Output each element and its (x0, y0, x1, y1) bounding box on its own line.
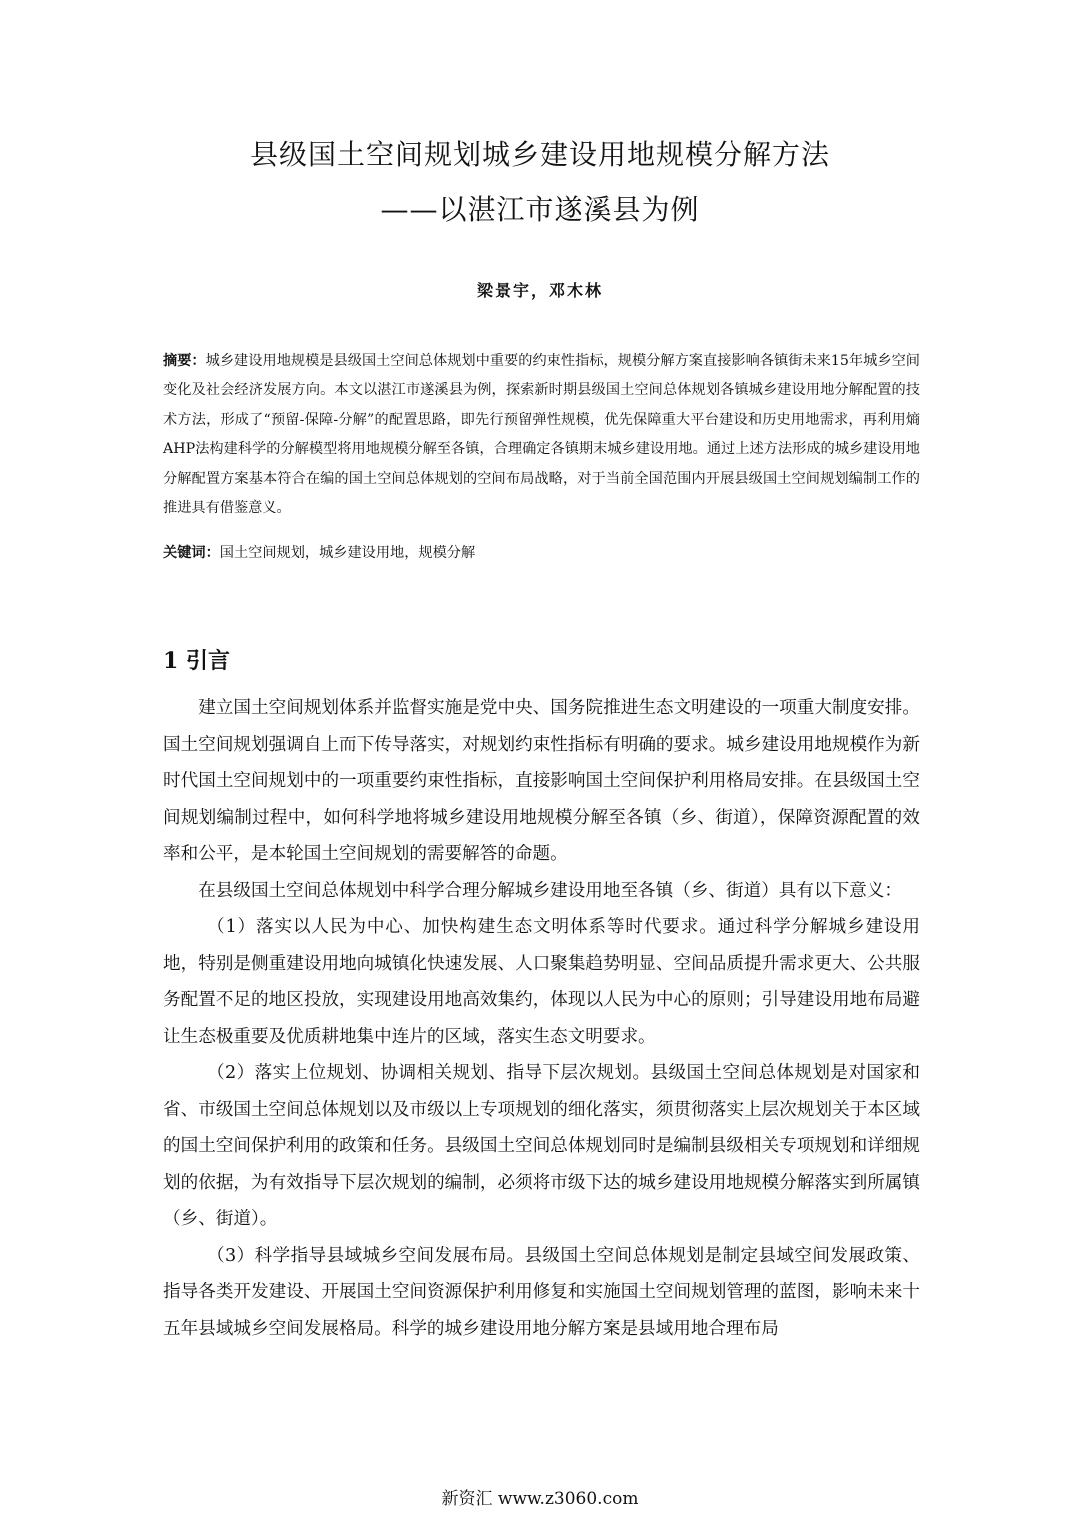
section-heading: 1 引言 (163, 648, 230, 674)
abstract-text: 城乡建设用地规模是县级国土空间总体规划中重要的约束性指标，规模分解方案直接影响各镇街未来15年城乡空间变化及社会经济发展方向。本文以湛江市遂溪县为例，探索新时期县级国土空间总体规划各镇城乡建设用地分解配置的技术方法，形成了“预留-保障-分解”的配置思路，即先行预留弹性规模，优先保障重大平台建设和历史用地需求，再利用熵AHP法构建科学的分解模型将用地规模分解至各镇，合理确定各镇期末城乡建设用地。通过上述方法形成的城乡建设用地分解配置方案基本符合在编的国土空间总体规划的空间布局战略，对于当前全国范围内开展县级国土空间规划编制工作的推进具有借鉴意义。 (163, 353, 920, 517)
body-text (163, 690, 920, 1347)
paragraph: 在县级国土空间总体规划中科学合理分解城乡建设用地至各镇（乡、街道）具有以下意义： (198, 880, 902, 901)
keywords-label: 关键词： (163, 545, 220, 561)
paper-title: 县级国土空间规划城乡建设用地规模分解方法 (249, 138, 830, 171)
abstract-label: 摘要： (163, 353, 206, 369)
keywords (163, 539, 920, 568)
paper-subtitle: ——以湛江市遂溪县为例 (380, 193, 700, 226)
authors: 梁景宇，邓木林 (476, 281, 603, 300)
paragraph: 建立国土空间规划体系并监督实施是党中央、国务院推进生态文明建设的一项重大制度安排。国土空间规划强调自上而下传导落实，对规划约束性指标有明确的要求。城乡建设用地规模作为新时代国土空间规划中的一项重要约束性指标，直接影响国土空间保护利用格局安排。在县级国土空间规划编制过程中，如何科学地将城乡建设用地规模分解至各镇（乡、街道），保障资源配置的效率和公平，是本轮国土空间规划的需要解答的命题。 (163, 698, 920, 864)
paragraph: （1）落实以人民为中心、加快构建生态文明体系等时代要求。通过科学分解城乡建设用地，特别是侧重建设用地向城镇化快速发展、人口聚集趋势明显、空间品质提升需求更大、公共服务配置不足的地区投放，实现建设用地高效集约，体现以人民为中心的原则；引导建设用地布局避让生态极重要及优质耕地集中连片的区域，落实生态文明要求。 (163, 917, 920, 1047)
keywords-text: 国土空间规划，城乡建设用地，规模分解 (219, 545, 476, 561)
paragraph: （2）落实上位规划、协调相关规划、指导下层次规划。县级国土空间总体规划是对国家和省、市级国土空间总体规划以及市级以上专项规划的细化落实，须贯彻落实上层次规划关于本区域的国土空间保护利用的政策和任务。县级国土空间总体规划同时是编制县级相关专项规划和详细规划的依据，为有效指导下层次规划的编制，必须将市级下达的城乡建设用地规模分解落实到所属镇（乡、街道）。 (163, 1063, 920, 1229)
abstract (163, 347, 920, 523)
paragraph: （3）科学指导县域城乡空间发展布局。县级国土空间总体规划是制定县域空间发展政策、指导各类开发建设、开展国土空间资源保护利用修复和实施国土空间规划管理的蓝图，影响未来十五年县域城乡空间发展格局。科学的城乡建设用地分解方案是县域用地合理布局 (163, 1245, 920, 1339)
watermark-footer: 新资汇 www.z3060.com (441, 1489, 639, 1509)
